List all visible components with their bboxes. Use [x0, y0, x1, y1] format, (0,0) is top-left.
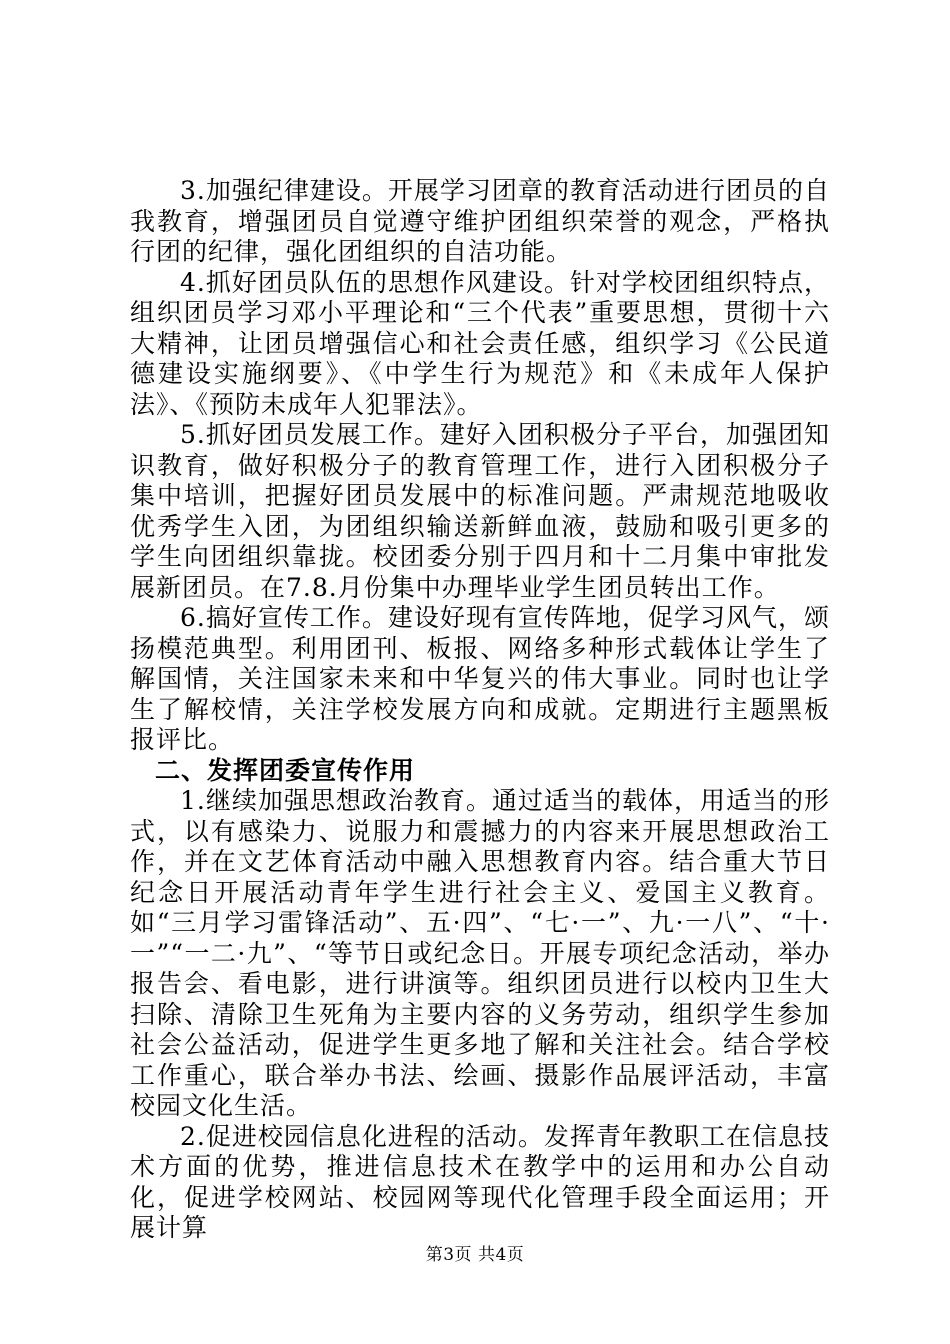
page-number-footer: 第3页 共4页	[425, 1245, 525, 1265]
document-body	[130, 176, 830, 1244]
paragraph-political-education: 1.继续加强思想政治教育。通过适当的载体，用适当的形式，以有感染力、说服力和震撼力的内容来开展思想政治工作，并在文艺体育活动中融入思想教育内容。结合重大节日纪念日开展活动青年学生进行社会主义、爱国主义教育。如“三月学习雷锋活动”、五·四”、“七·一”、九·一八”、“十·一”“一二·九”、“等节日或纪念日。开展专项纪念活动，举办报告会、看电影，进行讲演等。组织团员进行以校内卫生大扫除、清除卫生死角为主要内容的义务劳动，组织学生参加社会公益活动，促进学生更多地了解和关注社会。结合学校工作重心，联合举办书法、绘画、摄影作品展评活动，丰富校园文化生活。	[130, 786, 830, 1120]
paragraph-informatization: 2.促进校园信息化进程的活动。发挥青年教职工在信息技术方面的优势，推进信息技术在教学中的运用和办公自动化，促进学校网站、校园网等现代化管理手段全面运用；开展计算	[130, 1121, 830, 1242]
paragraph-recruitment: 5.抓好团员发展工作。建好入团积极分子平台，加强团知识教育，做好积极分子的教育管理工作，进行入团积极分子集中培训，把握好团员发展中的标准问题。严肃规范地吸收优秀学生入团，为团组织输送新鲜血液，鼓励和吸引更多的学生向团组织靠拢。校团委分别于四月和十二月集中审批发展新团员。在7.8.月份集中办理毕业学生团员转出工作。	[130, 420, 830, 602]
section-heading: 二、发挥团委宣传作用	[155, 755, 416, 785]
paragraph-discipline: 3.加强纪律建设。开展学习团章的教育活动进行团员的自我教育，增强团员自觉遵守维护团组织荣誉的观念，严格执行团的纪律，强化团组织的自洁功能。	[130, 176, 830, 266]
paragraph-ideology: 4.抓好团员队伍的思想作风建设。针对学校团组织特点，组织团员学习邓小平理论和“三个代表”重要思想，贯彻十六大精神，让团员增强信心和社会责任感，组织学习《公民道德建设实施纲要》、《中学生行为规范》和《未成年人保护法》、《预防未成年人犯罪法》。	[130, 267, 830, 419]
paragraph-publicity: 6.搞好宣传工作。建设好现有宣传阵地，促学习风气，颂扬模范典型。利用团刊、板报、网络多种形式载体让学生了解国情，关注国家未来和中华复兴的伟大事业。同时也让学生了解校情，关注学校发展方向和成就。定期进行主题黑板报评比。	[130, 603, 830, 754]
